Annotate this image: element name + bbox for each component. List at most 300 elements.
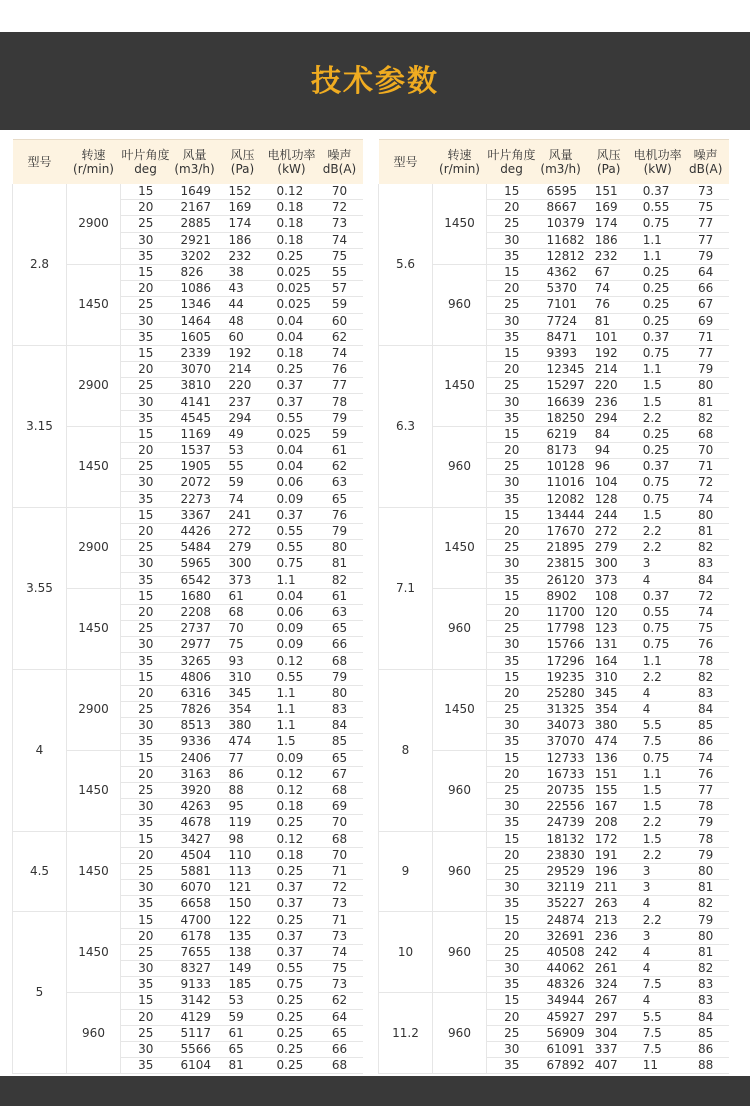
speed-cell: 2900 <box>67 184 121 264</box>
airflow-cell: 1905 <box>171 459 219 475</box>
speed-cell: 960 <box>433 750 487 831</box>
power-cell: 0.025 <box>267 264 317 280</box>
pressure-cell: 120 <box>585 604 633 620</box>
column-header: 叶片角度 deg <box>121 140 171 185</box>
pressure-cell: 174 <box>585 216 633 232</box>
power-cell: 0.12 <box>267 184 317 200</box>
pressure-cell: 474 <box>219 734 267 750</box>
airflow-cell: 6658 <box>171 896 219 912</box>
pressure-cell: 300 <box>219 556 267 572</box>
noise-cell: 81 <box>683 394 729 410</box>
airflow-cell: 15297 <box>537 378 585 394</box>
angle-cell: 20 <box>487 281 537 297</box>
noise-cell: 68 <box>317 653 363 669</box>
column-header: 电机功率 (kW) <box>633 140 683 185</box>
power-cell: 1.1 <box>633 248 683 264</box>
noise-cell: 70 <box>317 184 363 200</box>
angle-cell: 30 <box>121 232 171 248</box>
airflow-cell: 3920 <box>171 782 219 798</box>
model-cell: 6.3 <box>379 345 433 507</box>
airflow-cell: 6316 <box>171 685 219 701</box>
pressure-cell: 232 <box>219 248 267 264</box>
power-cell: 0.06 <box>267 475 317 491</box>
pressure-cell: 74 <box>585 281 633 297</box>
airflow-cell: 32691 <box>537 928 585 944</box>
airflow-cell: 4362 <box>537 264 585 280</box>
angle-cell: 30 <box>487 556 537 572</box>
speed-cell: 1450 <box>433 184 487 264</box>
noise-cell: 62 <box>317 329 363 345</box>
angle-cell: 25 <box>487 378 537 394</box>
noise-cell: 60 <box>317 313 363 329</box>
pressure-cell: 93 <box>219 653 267 669</box>
airflow-cell: 3367 <box>171 507 219 523</box>
airflow-cell: 3265 <box>171 653 219 669</box>
angle-cell: 20 <box>121 443 171 459</box>
power-cell: 5.5 <box>633 1009 683 1025</box>
airflow-cell: 18132 <box>537 831 585 847</box>
angle-cell: 20 <box>121 1009 171 1025</box>
pressure-cell: 95 <box>219 799 267 815</box>
noise-cell: 74 <box>317 345 363 361</box>
noise-cell: 73 <box>317 216 363 232</box>
angle-cell: 30 <box>487 313 537 329</box>
noise-cell: 80 <box>683 507 729 523</box>
power-cell: 0.25 <box>633 443 683 459</box>
angle-cell: 25 <box>121 702 171 718</box>
noise-cell: 79 <box>317 523 363 539</box>
pressure-cell: 261 <box>585 961 633 977</box>
noise-cell: 86 <box>683 734 729 750</box>
airflow-cell: 1537 <box>171 443 219 459</box>
angle-cell: 15 <box>121 993 171 1009</box>
power-cell: 0.25 <box>267 815 317 831</box>
angle-cell: 30 <box>487 394 537 410</box>
noise-cell: 82 <box>683 540 729 556</box>
noise-cell: 80 <box>683 863 729 879</box>
noise-cell: 77 <box>683 232 729 248</box>
pressure-cell: 70 <box>219 621 267 637</box>
power-cell: 0.75 <box>267 977 317 993</box>
model-cell: 7.1 <box>379 507 433 669</box>
power-cell: 0.37 <box>267 507 317 523</box>
airflow-cell: 9133 <box>171 977 219 993</box>
power-cell: 0.09 <box>267 637 317 653</box>
power-cell: 0.04 <box>267 459 317 475</box>
airflow-cell: 26120 <box>537 572 585 588</box>
power-cell: 3 <box>633 880 683 896</box>
noise-cell: 85 <box>683 1025 729 1041</box>
power-cell: 4 <box>633 896 683 912</box>
noise-cell: 63 <box>317 475 363 491</box>
speed-cell: 960 <box>433 264 487 345</box>
power-cell: 1.5 <box>633 831 683 847</box>
noise-cell: 78 <box>683 653 729 669</box>
airflow-cell: 48326 <box>537 977 585 993</box>
noise-cell: 83 <box>683 993 729 1009</box>
airflow-cell: 6219 <box>537 426 585 442</box>
airflow-cell: 1680 <box>171 588 219 604</box>
pressure-cell: 214 <box>585 362 633 378</box>
airflow-cell: 45927 <box>537 1009 585 1025</box>
power-cell: 0.55 <box>267 961 317 977</box>
angle-cell: 15 <box>121 750 171 766</box>
power-cell: 3 <box>633 863 683 879</box>
airflow-cell: 3202 <box>171 248 219 264</box>
noise-cell: 59 <box>317 426 363 442</box>
power-cell: 2.2 <box>633 912 683 928</box>
pressure-cell: 81 <box>219 1058 267 1074</box>
airflow-cell: 22556 <box>537 799 585 815</box>
pressure-cell: 407 <box>585 1058 633 1074</box>
airflow-cell: 31325 <box>537 702 585 718</box>
angle-cell: 15 <box>487 831 537 847</box>
noise-cell: 79 <box>317 669 363 685</box>
pressure-cell: 380 <box>219 718 267 734</box>
noise-cell: 64 <box>317 1009 363 1025</box>
noise-cell: 78 <box>683 831 729 847</box>
angle-cell: 35 <box>121 896 171 912</box>
angle-cell: 20 <box>121 200 171 216</box>
airflow-cell: 35227 <box>537 896 585 912</box>
noise-cell: 84 <box>317 718 363 734</box>
pressure-cell: 84 <box>585 426 633 442</box>
noise-cell: 68 <box>317 1058 363 1074</box>
noise-cell: 88 <box>683 1058 729 1074</box>
pressure-cell: 76 <box>585 297 633 313</box>
pressure-cell: 44 <box>219 297 267 313</box>
power-cell: 0.75 <box>267 556 317 572</box>
airflow-cell: 4141 <box>171 394 219 410</box>
pressure-cell: 211 <box>585 880 633 896</box>
angle-cell: 35 <box>121 653 171 669</box>
airflow-cell: 12812 <box>537 248 585 264</box>
pressure-cell: 191 <box>585 847 633 863</box>
airflow-cell: 4700 <box>171 912 219 928</box>
pressure-cell: 337 <box>585 1041 633 1057</box>
power-cell: 7.5 <box>633 977 683 993</box>
angle-cell: 20 <box>487 1009 537 1025</box>
pressure-cell: 75 <box>219 637 267 653</box>
pressure-cell: 61 <box>219 1025 267 1041</box>
angle-cell: 15 <box>487 750 537 766</box>
noise-cell: 79 <box>683 248 729 264</box>
noise-cell: 81 <box>317 556 363 572</box>
power-cell: 7.5 <box>633 1041 683 1057</box>
column-header: 风量 (m3/h) <box>537 140 585 185</box>
airflow-cell: 1169 <box>171 426 219 442</box>
angle-cell: 30 <box>121 313 171 329</box>
power-cell: 0.25 <box>267 1009 317 1025</box>
pressure-cell: 121 <box>219 880 267 896</box>
noise-cell: 76 <box>683 766 729 782</box>
model-cell: 3.15 <box>13 345 67 507</box>
noise-cell: 75 <box>683 200 729 216</box>
airflow-cell: 8902 <box>537 588 585 604</box>
power-cell: 0.37 <box>267 896 317 912</box>
power-cell: 2.2 <box>633 523 683 539</box>
airflow-cell: 16733 <box>537 766 585 782</box>
angle-cell: 35 <box>121 1058 171 1074</box>
pressure-cell: 38 <box>219 264 267 280</box>
airflow-cell: 16639 <box>537 394 585 410</box>
pressure-cell: 60 <box>219 329 267 345</box>
airflow-cell: 10128 <box>537 459 585 475</box>
pressure-cell: 279 <box>585 540 633 556</box>
angle-cell: 35 <box>487 491 537 507</box>
angle-cell: 15 <box>487 993 537 1009</box>
model-cell: 4 <box>13 669 67 831</box>
power-cell: 0.37 <box>267 394 317 410</box>
pressure-cell: 88 <box>219 782 267 798</box>
pressure-cell: 297 <box>585 1009 633 1025</box>
column-header: 电机功率 (kW) <box>267 140 317 185</box>
angle-cell: 35 <box>487 329 537 345</box>
pressure-cell: 151 <box>585 766 633 782</box>
noise-cell: 66 <box>317 1041 363 1057</box>
airflow-cell: 2921 <box>171 232 219 248</box>
airflow-cell: 6542 <box>171 572 219 588</box>
model-cell: 11.2 <box>379 993 433 1074</box>
angle-cell: 35 <box>121 572 171 588</box>
power-cell: 2.2 <box>633 815 683 831</box>
angle-cell: 25 <box>121 540 171 556</box>
speed-cell: 960 <box>433 831 487 912</box>
pressure-cell: 104 <box>585 475 633 491</box>
angle-cell: 30 <box>487 799 537 815</box>
noise-cell: 64 <box>683 264 729 280</box>
pressure-cell: 192 <box>219 345 267 361</box>
power-cell: 0.25 <box>267 863 317 879</box>
noise-cell: 75 <box>317 248 363 264</box>
airflow-cell: 12082 <box>537 491 585 507</box>
noise-cell: 62 <box>317 459 363 475</box>
angle-cell: 30 <box>121 556 171 572</box>
airflow-cell: 34073 <box>537 718 585 734</box>
angle-cell: 25 <box>487 944 537 960</box>
speed-cell: 2900 <box>67 345 121 426</box>
speed-cell: 1450 <box>67 750 121 831</box>
power-cell: 0.25 <box>633 426 683 442</box>
speed-cell: 960 <box>67 993 121 1074</box>
angle-cell: 25 <box>121 944 171 960</box>
pressure-cell: 151 <box>585 184 633 200</box>
power-cell: 0.25 <box>267 1025 317 1041</box>
noise-cell: 83 <box>683 977 729 993</box>
noise-cell: 77 <box>683 345 729 361</box>
airflow-cell: 40508 <box>537 944 585 960</box>
noise-cell: 74 <box>683 750 729 766</box>
noise-cell: 57 <box>317 281 363 297</box>
power-cell: 4 <box>633 702 683 718</box>
noise-cell: 72 <box>317 880 363 896</box>
angle-cell: 15 <box>121 264 171 280</box>
angle-cell: 15 <box>121 426 171 442</box>
power-cell: 0.18 <box>267 345 317 361</box>
airflow-cell: 1086 <box>171 281 219 297</box>
power-cell: 0.55 <box>267 410 317 426</box>
table-row <box>379 669 729 685</box>
power-cell: 0.75 <box>633 216 683 232</box>
column-header: 叶片角度 deg <box>487 140 537 185</box>
angle-cell: 35 <box>487 815 537 831</box>
angle-cell: 30 <box>121 637 171 653</box>
noise-cell: 70 <box>317 815 363 831</box>
airflow-cell: 37070 <box>537 734 585 750</box>
speed-cell: 960 <box>433 912 487 993</box>
airflow-cell: 8173 <box>537 443 585 459</box>
noise-cell: 69 <box>317 799 363 815</box>
airflow-cell: 4426 <box>171 523 219 539</box>
pressure-cell: 310 <box>219 669 267 685</box>
power-cell: 0.37 <box>633 459 683 475</box>
column-header: 风量 (m3/h) <box>171 140 219 185</box>
pressure-cell: 96 <box>585 459 633 475</box>
model-cell: 3.55 <box>13 507 67 669</box>
power-cell: 0.09 <box>267 491 317 507</box>
airflow-cell: 17296 <box>537 653 585 669</box>
angle-cell: 25 <box>487 297 537 313</box>
noise-cell: 81 <box>683 944 729 960</box>
airflow-cell: 44062 <box>537 961 585 977</box>
airflow-cell: 6104 <box>171 1058 219 1074</box>
power-cell: 0.06 <box>267 604 317 620</box>
pressure-cell: 196 <box>585 863 633 879</box>
speed-cell: 960 <box>433 993 487 1074</box>
noise-cell: 80 <box>317 540 363 556</box>
noise-cell: 72 <box>683 475 729 491</box>
pressure-cell: 169 <box>219 200 267 216</box>
power-cell: 0.55 <box>267 669 317 685</box>
power-cell: 0.09 <box>267 750 317 766</box>
pressure-cell: 220 <box>585 378 633 394</box>
noise-cell: 73 <box>317 896 363 912</box>
pressure-cell: 61 <box>219 588 267 604</box>
power-cell: 1.1 <box>267 572 317 588</box>
power-cell: 0.09 <box>267 621 317 637</box>
angle-cell: 35 <box>487 572 537 588</box>
airflow-cell: 1649 <box>171 184 219 200</box>
airflow-cell: 2072 <box>171 475 219 491</box>
noise-cell: 79 <box>683 847 729 863</box>
pressure-cell: 152 <box>219 184 267 200</box>
noise-cell: 63 <box>317 604 363 620</box>
angle-cell: 35 <box>487 1058 537 1074</box>
airflow-cell: 5484 <box>171 540 219 556</box>
noise-cell: 66 <box>683 281 729 297</box>
noise-cell: 72 <box>683 588 729 604</box>
power-cell: 0.37 <box>267 880 317 896</box>
noise-cell: 66 <box>317 637 363 653</box>
power-cell: 0.18 <box>267 232 317 248</box>
angle-cell: 30 <box>121 394 171 410</box>
pressure-cell: 59 <box>219 475 267 491</box>
power-cell: 0.25 <box>267 362 317 378</box>
power-cell: 0.55 <box>633 200 683 216</box>
footer-band <box>0 1076 750 1106</box>
angle-cell: 15 <box>487 426 537 442</box>
power-cell: 0.25 <box>267 1041 317 1057</box>
table-row <box>13 184 363 200</box>
power-cell: 0.25 <box>633 281 683 297</box>
pressure-cell: 242 <box>585 944 633 960</box>
noise-cell: 65 <box>317 750 363 766</box>
airflow-cell: 25280 <box>537 685 585 701</box>
top-bar <box>0 0 750 32</box>
pressure-cell: 213 <box>585 912 633 928</box>
noise-cell: 83 <box>683 685 729 701</box>
airflow-cell: 5566 <box>171 1041 219 1057</box>
pressure-cell: 101 <box>585 329 633 345</box>
pressure-cell: 373 <box>585 572 633 588</box>
noise-cell: 71 <box>317 863 363 879</box>
pressure-cell: 48 <box>219 313 267 329</box>
power-cell: 0.25 <box>267 1058 317 1074</box>
power-cell: 0.37 <box>267 928 317 944</box>
power-cell: 3 <box>633 928 683 944</box>
angle-cell: 20 <box>121 281 171 297</box>
airflow-cell: 1605 <box>171 329 219 345</box>
angle-cell: 15 <box>121 831 171 847</box>
pressure-cell: 174 <box>219 216 267 232</box>
power-cell: 0.25 <box>633 313 683 329</box>
angle-cell: 30 <box>487 1041 537 1057</box>
angle-cell: 30 <box>121 475 171 491</box>
power-cell: 0.55 <box>267 523 317 539</box>
pressure-cell: 98 <box>219 831 267 847</box>
angle-cell: 20 <box>487 847 537 863</box>
power-cell: 2.2 <box>633 847 683 863</box>
model-cell: 5 <box>13 912 67 1074</box>
pressure-cell: 135 <box>219 928 267 944</box>
power-cell: 11 <box>633 1058 683 1074</box>
power-cell: 1.5 <box>633 782 683 798</box>
noise-cell: 65 <box>317 491 363 507</box>
power-cell: 0.25 <box>633 264 683 280</box>
noise-cell: 74 <box>683 604 729 620</box>
pressure-cell: 236 <box>585 928 633 944</box>
angle-cell: 25 <box>487 782 537 798</box>
angle-cell: 35 <box>487 896 537 912</box>
airflow-cell: 6070 <box>171 880 219 896</box>
pressure-cell: 185 <box>219 977 267 993</box>
pressure-cell: 310 <box>585 669 633 685</box>
power-cell: 0.75 <box>633 637 683 653</box>
power-cell: 0.12 <box>267 831 317 847</box>
noise-cell: 61 <box>317 588 363 604</box>
pressure-cell: 131 <box>585 637 633 653</box>
pressure-cell: 272 <box>585 523 633 539</box>
power-cell: 0.25 <box>267 912 317 928</box>
noise-cell: 68 <box>317 831 363 847</box>
angle-cell: 30 <box>487 880 537 896</box>
noise-cell: 76 <box>317 362 363 378</box>
angle-cell: 30 <box>487 475 537 491</box>
noise-cell: 76 <box>317 507 363 523</box>
pressure-cell: 294 <box>219 410 267 426</box>
angle-cell: 15 <box>121 507 171 523</box>
angle-cell: 30 <box>487 637 537 653</box>
airflow-cell: 4678 <box>171 815 219 831</box>
pressure-cell: 149 <box>219 961 267 977</box>
angle-cell: 20 <box>121 928 171 944</box>
noise-cell: 77 <box>683 782 729 798</box>
table-header-row <box>379 140 729 185</box>
noise-cell: 83 <box>317 702 363 718</box>
airflow-cell: 20735 <box>537 782 585 798</box>
power-cell: 0.025 <box>267 281 317 297</box>
airflow-cell: 3163 <box>171 766 219 782</box>
